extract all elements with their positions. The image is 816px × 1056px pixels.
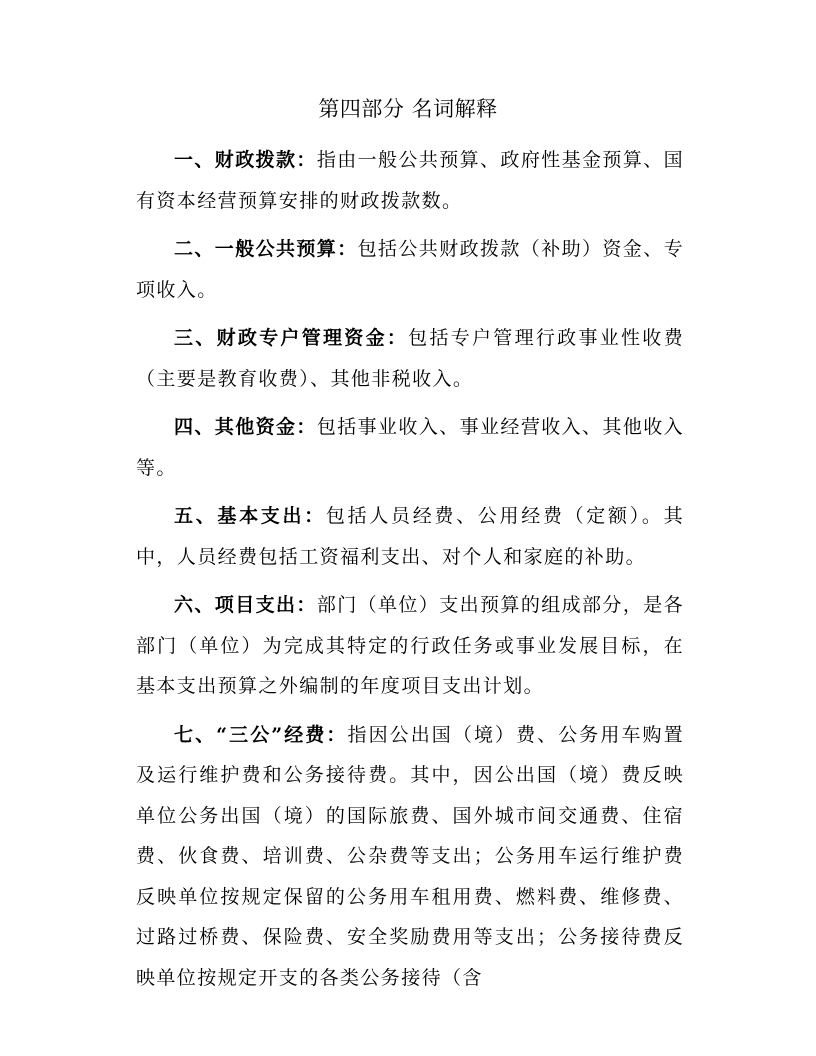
definition-paragraph-1 bbox=[136, 140, 684, 221]
definition-paragraph-3 bbox=[136, 318, 684, 399]
definitions-list bbox=[136, 140, 684, 1006]
definition-paragraph-2 bbox=[136, 229, 684, 310]
definition-term: 三、财政专户管理资金： bbox=[174, 327, 409, 349]
definition-term: 一、财政拨款： bbox=[174, 149, 317, 171]
definition-term: 四、其他资金： bbox=[174, 416, 317, 438]
definition-paragraph-6 bbox=[136, 585, 684, 707]
definition-paragraph-4 bbox=[136, 407, 684, 488]
definition-text: 包括人员经费、公用经费（定额）。其中，人员经费包括工资福利支出、对个人和家庭的补助。 bbox=[136, 505, 684, 568]
definition-term: 七、“三公”经费： bbox=[174, 723, 348, 746]
definition-term: 五、基本支出： bbox=[174, 505, 326, 527]
definition-paragraph-5 bbox=[136, 496, 684, 577]
definition-text: 部门（单位）支出预算的组成部分，是各部门（单位）为完成其特定的行政任务或事业发展目标，在基本支出预算之外编制的年度项目支出计划。 bbox=[136, 594, 685, 697]
definition-text: 指由一般公共预算、政府性基金预算、国有资本经营预算安排的财政拨款数。 bbox=[136, 149, 685, 212]
definition-term: 六、项目支出： bbox=[174, 594, 317, 616]
definition-text: 指因公出国（境）费、公务用车购置及运行维护费和公务接待费。其中，因公出国（境）费反映单位公务出国（境）的国际旅费、国外城市间交通费、住宿费、伙食费、培训费、公杂费等支出；公务用车运行维护费反映单位按规定保留的公务用车租用费、燃料费、维修费、过路过桥费、保险费、安全奖励费用等支出；公务接待费反映单位按规定开支的各类公务接待（含 bbox=[136, 723, 684, 989]
definition-text: 包括公共财政拨款（补助）资金、专项收入。 bbox=[136, 238, 685, 301]
page-title: 第四部分 名词解释 bbox=[318, 97, 498, 121]
definition-text: 包括事业收入、事业经营收入、其他收入等。 bbox=[136, 416, 685, 479]
definition-term: 二、一般公共预算： bbox=[174, 238, 358, 260]
definition-paragraph-7 bbox=[136, 715, 684, 999]
definition-text: 包括专户管理行政事业性收费（主要是教育收费）、其他非税收入。 bbox=[136, 327, 684, 390]
